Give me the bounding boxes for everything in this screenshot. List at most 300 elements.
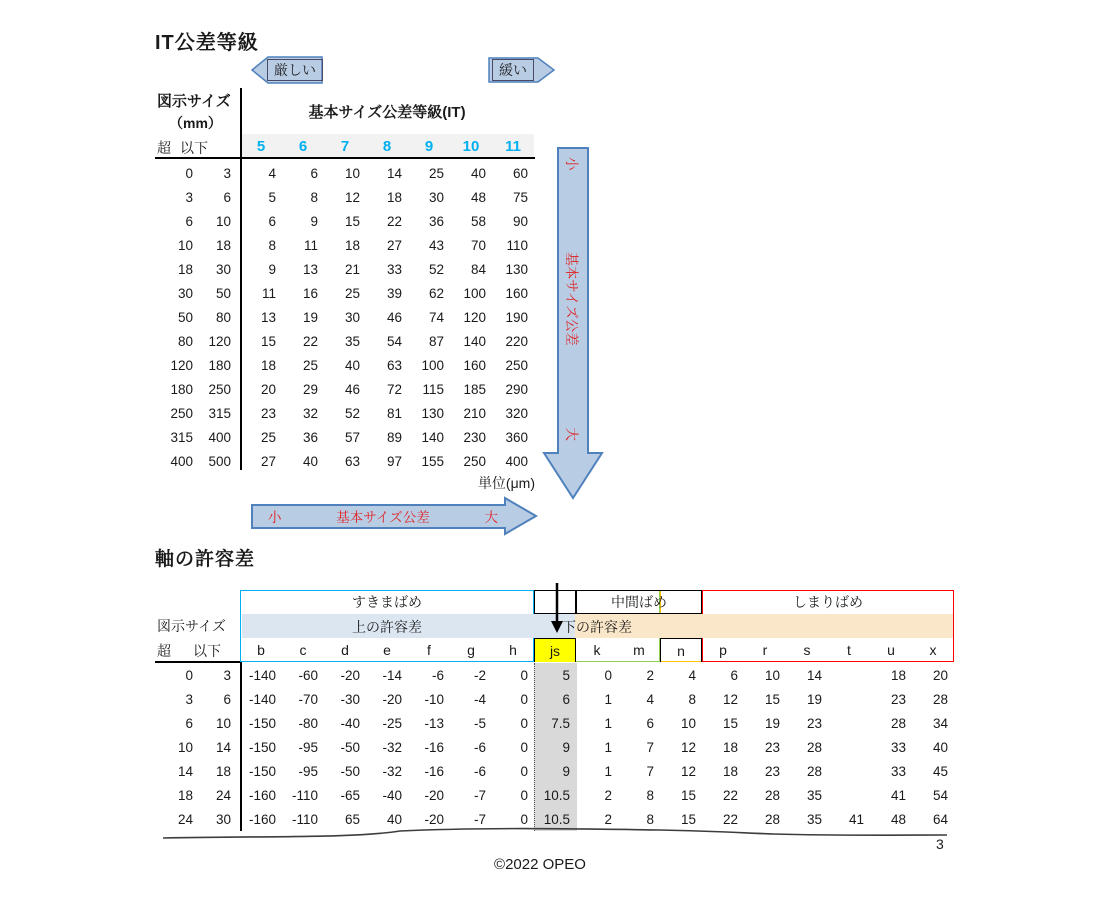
cell-value: 10 (680, 715, 696, 731)
cell-under: 30 (215, 261, 231, 277)
cell-value: 320 (505, 405, 528, 421)
cell-value: 1 (604, 739, 612, 755)
cell-value: 65 (344, 811, 360, 827)
cell-value: 15 (680, 811, 696, 827)
column-header: p (719, 642, 727, 658)
cell-value: 7 (646, 763, 654, 779)
cell-value: 120 (463, 309, 486, 325)
cell-value: 20 (932, 667, 948, 683)
column-header: 5 (256, 138, 266, 155)
table-row (155, 687, 954, 711)
cell-value: 130 (421, 405, 444, 421)
cell-under: 6 (223, 691, 231, 707)
cell-value: 10 (344, 165, 360, 181)
table-row (155, 783, 954, 807)
cell-value: 23 (890, 691, 906, 707)
cell-under: 18 (215, 237, 231, 253)
cell-value: 46 (386, 309, 402, 325)
cell-value: 43 (428, 237, 444, 253)
horizontal-arrow-text (268, 506, 498, 526)
cell-value: 25 (428, 165, 444, 181)
cell-value: -95 (298, 763, 318, 779)
cell-over: 50 (177, 309, 193, 325)
table-row (155, 329, 534, 353)
wavy-break-line (155, 818, 955, 846)
cell-value: 81 (386, 405, 402, 421)
cell-value: 33 (386, 261, 402, 277)
table-row (155, 233, 534, 257)
cell-value: 25 (260, 429, 276, 445)
cell-value: 22 (302, 333, 318, 349)
cell-value: 90 (512, 213, 528, 229)
cell-value: 110 (506, 237, 528, 253)
table-row (155, 663, 954, 687)
cell-over: 18 (177, 261, 193, 277)
cell-value: 23 (764, 763, 780, 779)
cell-value: 8 (646, 811, 654, 827)
cell-over: 315 (170, 429, 193, 445)
vertical-small-label: 小 (564, 157, 579, 171)
cell-value: 87 (428, 333, 444, 349)
it-over-label: 超 (157, 140, 171, 156)
table-row (155, 161, 534, 185)
cell-value: 18 (260, 357, 276, 373)
cell-value: 74 (428, 309, 444, 325)
cell-value: -25 (382, 715, 402, 731)
cell-value: 15 (764, 691, 780, 707)
cell-over: 24 (177, 811, 193, 827)
cell-value: 1 (604, 763, 612, 779)
cell-value: 40 (932, 739, 948, 755)
cell-value: -40 (340, 715, 360, 731)
cell-value: 13 (302, 261, 318, 277)
cell-value: 360 (505, 429, 528, 445)
cell-value: 22 (722, 811, 738, 827)
clearance-fit-label: すきまばめ (352, 594, 422, 610)
cell-value: 10 (764, 667, 780, 683)
cell-value: 5 (268, 189, 276, 205)
column-header: m (633, 642, 645, 658)
cell-value: 25 (344, 285, 360, 301)
cell-value: 40 (302, 453, 318, 469)
column-header: 8 (382, 138, 392, 155)
cell-value: 40 (386, 811, 402, 827)
column-header: js (534, 638, 576, 662)
cell-value: 220 (505, 333, 528, 349)
cell-value: 52 (344, 405, 360, 421)
cell-value: 41 (848, 811, 864, 827)
cell-value: 6 (268, 213, 276, 229)
cell-value: 35 (344, 333, 360, 349)
cell-value: 290 (505, 381, 528, 397)
cell-value: 2 (604, 787, 612, 803)
cell-value: 27 (260, 453, 276, 469)
it-size-header: 図示サイズ (157, 93, 231, 110)
column-header: n (660, 638, 702, 662)
cell-under: 10 (215, 213, 231, 229)
cell-value: 11 (261, 285, 276, 301)
cell-value: -6 (473, 739, 486, 755)
column-header: h (509, 642, 517, 658)
shaft-letters-row (240, 638, 954, 662)
cell-value: 5 (562, 667, 570, 683)
shaft-table-body (155, 663, 954, 831)
cell-value: -4 (473, 691, 486, 707)
table-row (155, 281, 534, 305)
cell-value: 15 (722, 715, 738, 731)
cell-value: 12 (722, 691, 738, 707)
cell-value: -13 (424, 715, 444, 731)
cell-value: -50 (340, 739, 360, 755)
cell-value: -20 (382, 691, 402, 707)
cell-value: 33 (890, 763, 906, 779)
vertical-arrow-text (563, 157, 583, 441)
cell-value: 63 (386, 357, 402, 373)
cell-value: 115 (422, 381, 444, 397)
column-header: g (467, 642, 475, 658)
cell-value: 58 (470, 213, 486, 229)
cell-value: 22 (386, 213, 402, 229)
it-table-hline (155, 157, 535, 159)
cell-value: -80 (298, 715, 318, 731)
cell-value: 60 (512, 165, 528, 181)
cell-value: 9 (268, 261, 276, 277)
cell-value: 2 (646, 667, 654, 683)
cell-over: 3 (185, 691, 193, 707)
cell-under: 14 (215, 739, 231, 755)
cell-over: 80 (177, 333, 193, 349)
cell-under: 315 (208, 405, 231, 421)
horizontal-small-label: 小 (268, 510, 282, 525)
cell-value: 27 (386, 237, 402, 253)
cell-value: 8 (688, 691, 696, 707)
cell-value: 15 (260, 333, 276, 349)
table-row (155, 353, 534, 377)
cell-value: -140 (248, 667, 276, 683)
cell-value: -32 (382, 763, 402, 779)
down-arrow-icon (549, 581, 567, 635)
cell-value: -16 (424, 739, 444, 755)
cell-value: 39 (386, 285, 402, 301)
cell-value: 23 (764, 739, 780, 755)
cell-value: -60 (298, 667, 318, 683)
cell-value: 100 (463, 285, 486, 301)
cell-value: 29 (302, 381, 318, 397)
cell-over: 120 (170, 357, 193, 373)
table-row (155, 759, 954, 783)
interference-fit-label: しまりばめ (793, 594, 863, 610)
cell-value: 0 (520, 763, 528, 779)
cell-value: 12 (680, 739, 696, 755)
cell-value: 46 (344, 381, 360, 397)
cell-over: 14 (177, 763, 193, 779)
cell-value: 36 (428, 213, 444, 229)
cell-value: 130 (505, 261, 528, 277)
cell-value: -7 (473, 811, 486, 827)
cell-value: -30 (340, 691, 360, 707)
cell-value: 7.5 (551, 715, 570, 731)
cell-under: 180 (208, 357, 231, 373)
column-header: x (929, 642, 937, 658)
cell-over: 400 (170, 453, 193, 469)
cell-value: -150 (248, 763, 276, 779)
cell-value: 28 (806, 739, 822, 755)
lower-tolerance-label: 下の許容差 (562, 619, 632, 635)
table-row (155, 449, 534, 473)
cell-value: -20 (424, 811, 444, 827)
cell-value: 7 (646, 739, 654, 755)
upper-tolerance-label: 上の許容差 (352, 619, 422, 635)
cell-value: 8 (268, 237, 276, 253)
cell-value: -20 (424, 787, 444, 803)
horizontal-large-label: 大 (484, 510, 498, 525)
cell-value: 52 (428, 261, 444, 277)
cell-value: 72 (386, 381, 402, 397)
cell-value: 28 (764, 787, 780, 803)
cell-under: 10 (215, 715, 231, 731)
loose-label: 緩い (492, 59, 534, 81)
cell-under: 80 (215, 309, 231, 325)
shaft-size-header: 図示サイズ (157, 618, 226, 634)
cell-value: -14 (382, 667, 402, 683)
cell-value: 9 (562, 763, 570, 779)
cell-value: 97 (386, 453, 402, 469)
cell-under: 500 (208, 453, 231, 469)
cell-value: 54 (932, 787, 948, 803)
cell-value: -10 (424, 691, 444, 707)
cell-value: -7 (473, 787, 486, 803)
cell-value: 41 (890, 787, 906, 803)
cell-value: 185 (463, 381, 486, 397)
cell-under: 30 (215, 811, 231, 827)
cell-value: 400 (505, 453, 528, 469)
cell-under: 250 (208, 381, 231, 397)
column-header: b (257, 642, 265, 658)
cell-value: 1 (604, 691, 612, 707)
cell-value: 19 (302, 309, 318, 325)
column-header: d (341, 642, 349, 658)
cell-value: 18 (386, 189, 402, 205)
cell-value: 16 (302, 285, 318, 301)
cell-value: 11 (303, 237, 318, 253)
cell-value: 18 (344, 237, 360, 253)
cell-value: 160 (463, 357, 486, 373)
cell-value: 40 (344, 357, 360, 373)
cell-value: 18 (890, 667, 906, 683)
cell-value: 0 (520, 739, 528, 755)
cell-under: 24 (215, 787, 231, 803)
cell-value: 19 (764, 715, 780, 731)
column-header: k (593, 642, 601, 658)
cell-value: 23 (260, 405, 276, 421)
cell-value: 35 (806, 811, 822, 827)
cell-value: 15 (344, 213, 360, 229)
cell-value: 30 (428, 189, 444, 205)
cell-value: 250 (463, 453, 486, 469)
it-grade-row (240, 134, 534, 159)
cell-value: 62 (428, 285, 444, 301)
vertical-large-label: 大 (564, 427, 579, 441)
strict-label: 厳しい (267, 59, 323, 81)
cell-over: 180 (170, 381, 193, 397)
cell-value: -70 (298, 691, 318, 707)
cell-over: 30 (177, 285, 193, 301)
table-row (155, 209, 534, 233)
column-header: t (847, 642, 851, 658)
cell-value: -50 (340, 763, 360, 779)
cell-value: 140 (421, 429, 444, 445)
cell-over: 6 (185, 213, 193, 229)
cell-value: 28 (806, 763, 822, 779)
cell-over: 3 (185, 189, 193, 205)
cell-value: 13 (260, 309, 276, 325)
cell-value: 8 (310, 189, 318, 205)
page-title: IT公差等級 (155, 32, 259, 54)
cell-value: 75 (512, 189, 528, 205)
cell-value: 8 (646, 787, 654, 803)
table-row (155, 425, 534, 449)
cell-value: 34 (932, 715, 948, 731)
cell-value: -150 (248, 739, 276, 755)
cell-value: -6 (473, 763, 486, 779)
cell-under: 50 (215, 285, 231, 301)
column-header: 11 (505, 138, 521, 155)
cell-value: 25 (302, 357, 318, 373)
table-row (155, 257, 534, 281)
cell-under: 3 (223, 165, 231, 181)
cell-value: 190 (505, 309, 528, 325)
cell-over: 10 (177, 237, 193, 253)
page-number: 3 (936, 836, 944, 852)
transition-fit-label: 中間ばめ (611, 594, 667, 610)
cell-value: -160 (248, 787, 276, 803)
cell-value: -140 (248, 691, 276, 707)
cell-value: 6 (646, 715, 654, 731)
column-header: 6 (298, 138, 308, 155)
cell-value: 84 (470, 261, 486, 277)
cell-value: -150 (248, 715, 276, 731)
shaft-title: 軸の許容差 (155, 549, 256, 570)
cell-value: 64 (932, 811, 948, 827)
column-header: 7 (340, 138, 350, 155)
table-row (155, 711, 954, 735)
cell-value: 54 (386, 333, 402, 349)
cell-under: 18 (215, 763, 231, 779)
cell-value: 0 (520, 787, 528, 803)
cell-value: -40 (382, 787, 402, 803)
cell-over: 10 (177, 739, 193, 755)
cell-value: 21 (344, 261, 360, 277)
cell-value: 18 (722, 763, 738, 779)
cell-value: -20 (340, 667, 360, 683)
cell-value: 32 (302, 405, 318, 421)
cell-value: 35 (806, 787, 822, 803)
cell-value: 140 (463, 333, 486, 349)
cell-value: 30 (344, 309, 360, 325)
column-header: c (299, 642, 307, 658)
shaft-under-label: 以下 (193, 643, 221, 659)
cell-value: 4 (688, 667, 696, 683)
unit-label: 単位(μm) (477, 475, 535, 491)
cell-value: 2 (604, 811, 612, 827)
cell-value: 10.5 (543, 811, 570, 827)
table-row (155, 377, 534, 401)
cell-over: 0 (185, 667, 193, 683)
cell-value: 210 (463, 405, 486, 421)
copyright: ©2022 OPEO (494, 856, 586, 873)
column-header: 10 (462, 138, 480, 155)
cell-value: 28 (890, 715, 906, 731)
cell-value: 20 (260, 381, 276, 397)
it-grade-header: 基本サイズ公差等級(IT) (308, 104, 466, 121)
cell-over: 250 (170, 405, 193, 421)
cell-value: 19 (806, 691, 822, 707)
column-header: e (383, 642, 391, 658)
cell-value: 48 (890, 811, 906, 827)
cell-over: 18 (177, 787, 193, 803)
cell-value: 9 (562, 739, 570, 755)
table-row (155, 401, 534, 425)
cell-value: 6 (562, 691, 570, 707)
cell-value: -6 (431, 667, 444, 683)
cell-value: -2 (473, 667, 486, 683)
cell-value: -16 (424, 763, 444, 779)
cell-value: 100 (421, 357, 444, 373)
transition-fit-box (576, 590, 702, 614)
cell-value: 18 (722, 739, 738, 755)
cell-value: -160 (248, 811, 276, 827)
cell-value: -65 (340, 787, 360, 803)
table-row (155, 185, 534, 209)
cell-value: 28 (932, 691, 948, 707)
cell-value: 70 (470, 237, 486, 253)
cell-value: 6 (310, 165, 318, 181)
column-header: u (887, 642, 895, 658)
column-header: 9 (424, 138, 434, 155)
vertical-axis-label: 基本サイズ公差 (564, 252, 579, 346)
cell-value: 12 (680, 763, 696, 779)
column-header: s (803, 642, 811, 658)
cell-value: 15 (680, 787, 696, 803)
cell-value: 40 (470, 165, 486, 181)
cell-value: -5 (473, 715, 486, 731)
cell-value: 48 (470, 189, 486, 205)
cell-under: 400 (208, 429, 231, 445)
cell-value: 89 (386, 429, 402, 445)
cell-value: 160 (505, 285, 528, 301)
cell-value: 45 (932, 763, 948, 779)
cell-value: 57 (344, 429, 360, 445)
cell-value: 4 (268, 165, 276, 181)
cell-value: 6 (730, 667, 738, 683)
cell-over: 6 (185, 715, 193, 731)
cell-value: 9 (310, 213, 318, 229)
cell-value: 12 (344, 189, 360, 205)
cell-value: 4 (646, 691, 654, 707)
cell-under: 120 (208, 333, 231, 349)
cell-value: 10.5 (543, 787, 570, 803)
it-size-unit: （mm） (169, 115, 222, 131)
cell-under: 6 (223, 189, 231, 205)
it-table-body (155, 161, 534, 473)
table-row (155, 735, 954, 759)
cell-value: -110 (291, 811, 318, 827)
table-row (155, 305, 534, 329)
cell-value: 33 (890, 739, 906, 755)
cell-value: -95 (298, 739, 318, 755)
cell-value: -32 (382, 739, 402, 755)
cell-value: 23 (806, 715, 822, 731)
